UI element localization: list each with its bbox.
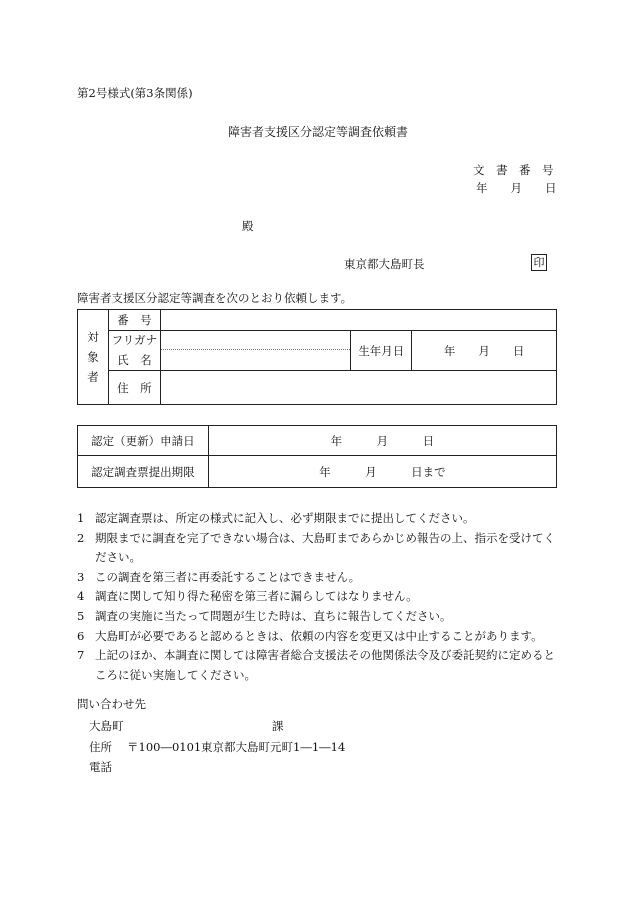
- document-title: 障害者支援区分認定等調査依頼書: [228, 125, 409, 139]
- contact-town: 大島町: [89, 719, 124, 733]
- subject-side-label: 対 象 者: [78, 310, 109, 405]
- seal-stamp: 印: [531, 254, 547, 271]
- subject-table: [77, 309, 557, 405]
- note-item: 7 上記のほか、本調査に関しては障害者総合支援法その他関係法令及び委託契約に定めるところに従い実施してください。: [77, 648, 555, 682]
- furigana-label: フリガナ: [108, 331, 160, 350]
- birthdate-field[interactable]: 年 月 日: [412, 331, 557, 371]
- form-number: 第2号様式(第3条関係): [77, 86, 193, 100]
- name-field[interactable]: [160, 350, 351, 371]
- address-label: 住 所: [108, 371, 160, 405]
- addressee-suffix: 殿: [242, 219, 254, 233]
- contact-phone-label: 電話: [89, 760, 112, 774]
- notes-list: [77, 509, 562, 685]
- note-item: 5 調査の実施に当たって問題が生じた時は、直ちに報告してください。: [77, 608, 452, 623]
- furigana-field[interactable]: [160, 331, 351, 350]
- contact-postal: 〒100―0101: [127, 740, 202, 754]
- address-field[interactable]: [160, 371, 556, 405]
- number-field[interactable]: [160, 310, 556, 331]
- application-date-label: 認定（更新）申請日: [78, 426, 209, 456]
- issue-date-label: 年 月 日: [476, 181, 557, 195]
- issuer-name: 東京都大島町長: [344, 257, 425, 271]
- name-label: 氏 名: [108, 350, 160, 371]
- deadline-label: 認定調査票提出期限: [78, 456, 209, 488]
- note-item: 6 大島町が必要であると認めるときは、依頼の内容を変更又は中止することがあります。: [77, 628, 543, 643]
- note-item: 2 期限までに調査を完了できない場合は、大島町まであらかじめ報告の上、指示を受けてください。: [77, 530, 555, 565]
- dates-table: [77, 425, 557, 488]
- document-number-label: 文 書 番 号: [473, 163, 554, 177]
- contact-section: 課: [272, 719, 284, 733]
- intro-text: 障害者支援区分認定等調査を次のとおり依頼します。: [77, 291, 353, 305]
- deadline-field[interactable]: 年 月 日まで: [208, 456, 556, 488]
- note-item: 3 この調査を第三者に再委託することはできません。: [77, 569, 361, 584]
- contact-address-label: 住所: [89, 740, 112, 754]
- note-item: 4 調査に関して知り得た秘密を第三者に漏らしてはなりません。: [77, 589, 418, 604]
- contact-address: 東京都大島町元町1―1―14: [201, 740, 346, 754]
- birthdate-label: 生年月日: [351, 331, 412, 371]
- application-date-field[interactable]: 年 月 日: [208, 426, 556, 456]
- number-label: 番 号: [108, 310, 160, 331]
- note-item: 1 認定調査票は、所定の様式に記入し、必ず期限までに提出してください。: [77, 511, 475, 525]
- contact-heading: 問い合わせ先: [77, 697, 146, 711]
